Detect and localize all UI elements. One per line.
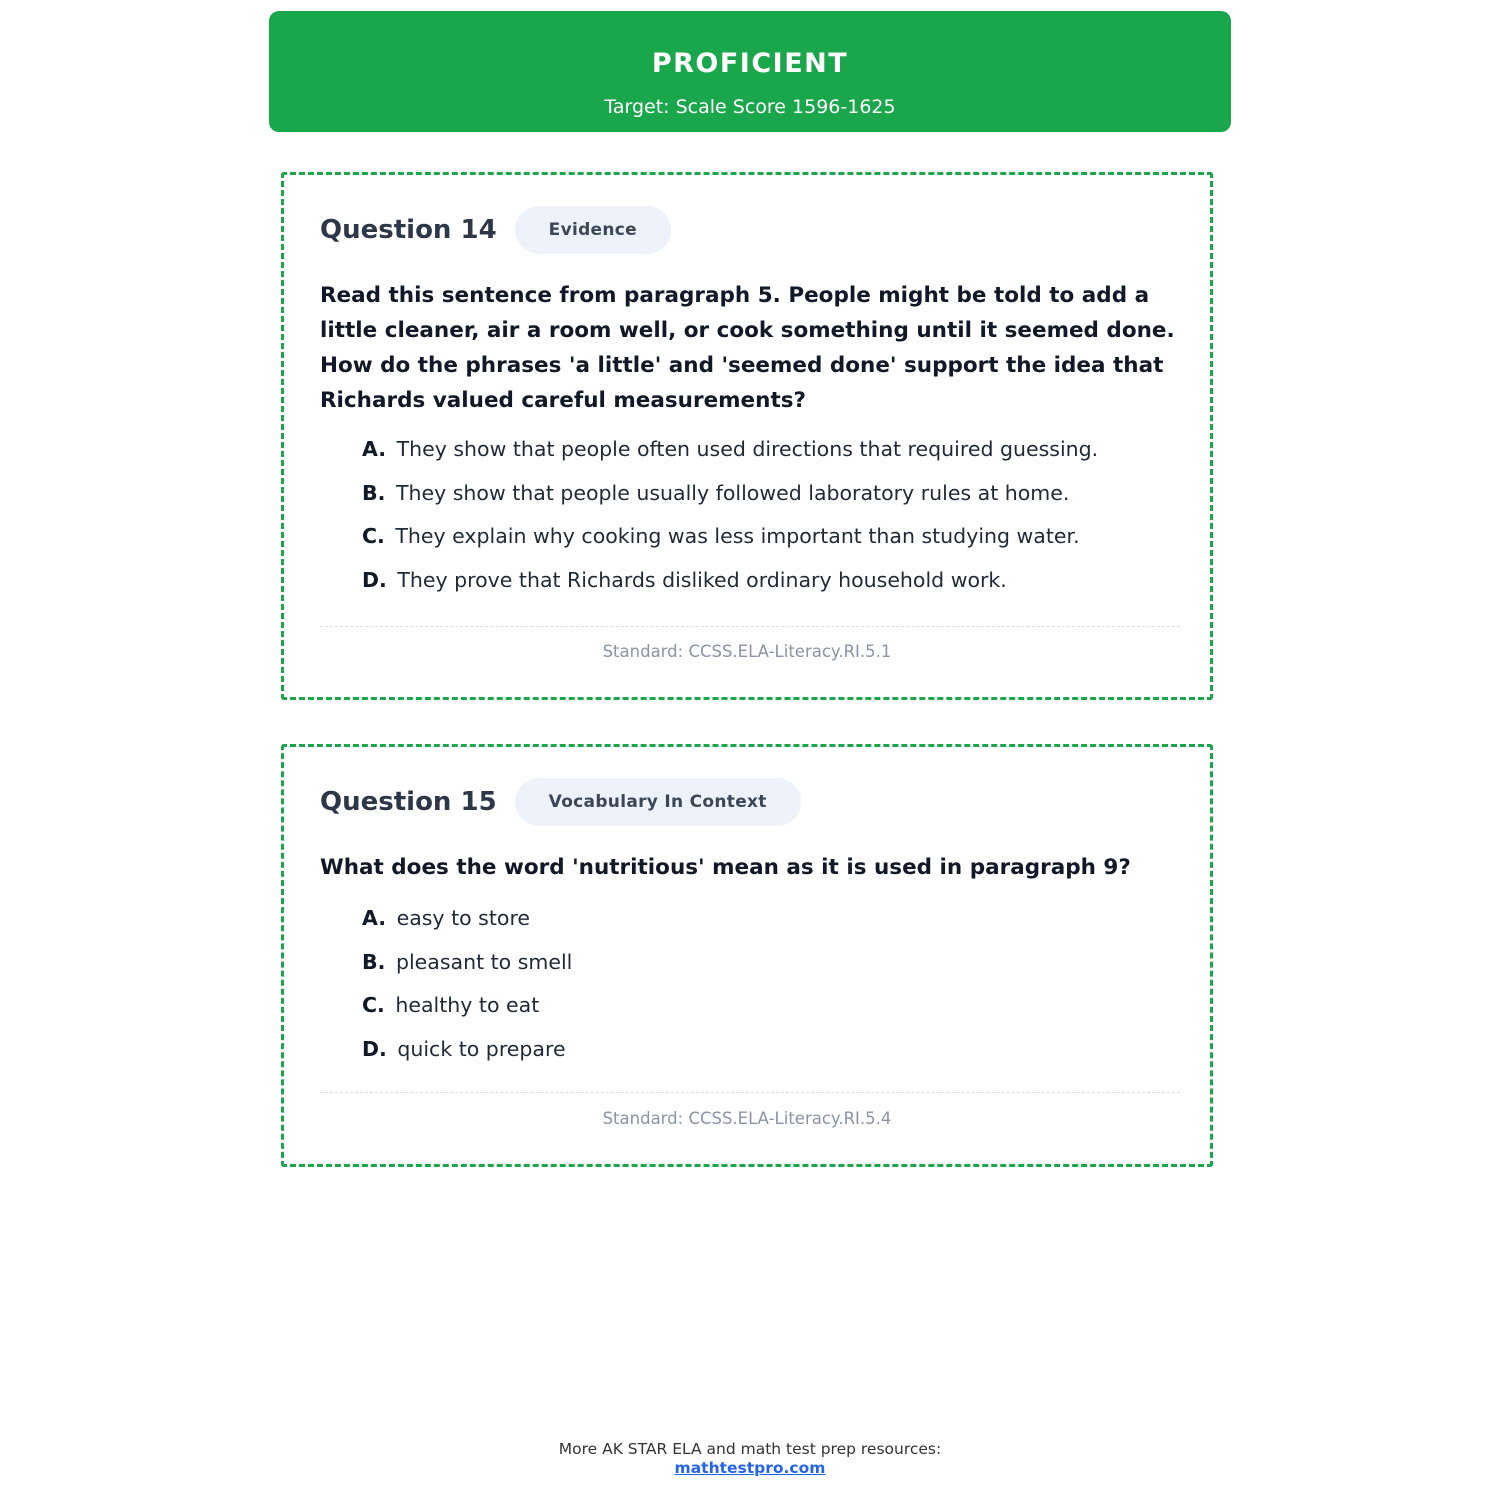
question-number: Question 14 bbox=[320, 215, 497, 245]
question-header bbox=[320, 778, 801, 826]
question-header bbox=[320, 206, 671, 254]
question-tag: Vocabulary In Context bbox=[515, 778, 801, 826]
choice-letter: C. bbox=[362, 524, 385, 548]
choice-letter: A. bbox=[362, 906, 387, 930]
answer-choices bbox=[362, 434, 1098, 608]
choice-text: They show that people usually followed laboratory rules at home. bbox=[395, 480, 1070, 505]
question-card bbox=[281, 744, 1213, 1167]
answer-choice[interactable] bbox=[362, 565, 1098, 609]
answer-choice[interactable] bbox=[362, 434, 1098, 478]
choice-letter: D. bbox=[362, 1036, 387, 1061]
answer-choices bbox=[362, 903, 572, 1077]
choice-text: They prove that Richards disliked ordinary household work. bbox=[397, 567, 1007, 592]
choice-text: quick to prepare bbox=[397, 1036, 566, 1061]
divider bbox=[320, 1092, 1180, 1093]
banner-subtitle: Target: Scale Score 1596-1625 bbox=[604, 96, 896, 118]
answer-choice[interactable] bbox=[362, 990, 572, 1034]
level-banner bbox=[269, 11, 1231, 132]
footer-text: More AK STAR ELA and math test prep resources: bbox=[558, 1440, 942, 1458]
answer-choice[interactable] bbox=[362, 947, 572, 991]
answer-choice[interactable] bbox=[362, 478, 1098, 522]
divider bbox=[320, 626, 1180, 627]
question-prompt: Read this sentence from paragraph 5. People might be told to add a little cleaner, air a room well, or cook something until it seemed done. How do the phrases 'a little' and 'seemed done' support the idea that Richards valued careful measurements? bbox=[320, 283, 1175, 413]
answer-choice[interactable] bbox=[362, 1034, 572, 1078]
answer-choice[interactable] bbox=[362, 903, 572, 947]
question-card bbox=[281, 172, 1213, 700]
choice-text: healthy to eat bbox=[395, 993, 540, 1017]
standard-label: Standard: CCSS.ELA-Literacy.RI.5.1 bbox=[602, 642, 892, 661]
footer bbox=[0, 1440, 1500, 1478]
choice-letter: D. bbox=[362, 567, 387, 592]
choice-text: pleasant to smell bbox=[395, 949, 573, 974]
banner-title: PROFICIENT bbox=[651, 48, 849, 79]
choice-letter: A. bbox=[362, 437, 387, 461]
standard-label: Standard: CCSS.ELA-Literacy.RI.5.4 bbox=[602, 1109, 892, 1128]
choice-text: They show that people often used directions that required guessing. bbox=[396, 437, 1099, 461]
choice-letter: C. bbox=[362, 993, 385, 1017]
question-tag: Evidence bbox=[515, 206, 671, 254]
question-prompt: What does the word 'nutritious' mean as it is used in paragraph 9? bbox=[320, 855, 1131, 880]
choice-letter: B. bbox=[362, 480, 386, 505]
footer-link[interactable]: mathtestpro.com bbox=[674, 1459, 826, 1477]
choice-text: They explain why cooking was less important than studying water. bbox=[395, 524, 1080, 548]
answer-choice[interactable] bbox=[362, 521, 1098, 565]
question-number: Question 15 bbox=[320, 787, 497, 817]
choice-text: easy to store bbox=[396, 906, 531, 930]
choice-letter: B. bbox=[362, 949, 386, 974]
